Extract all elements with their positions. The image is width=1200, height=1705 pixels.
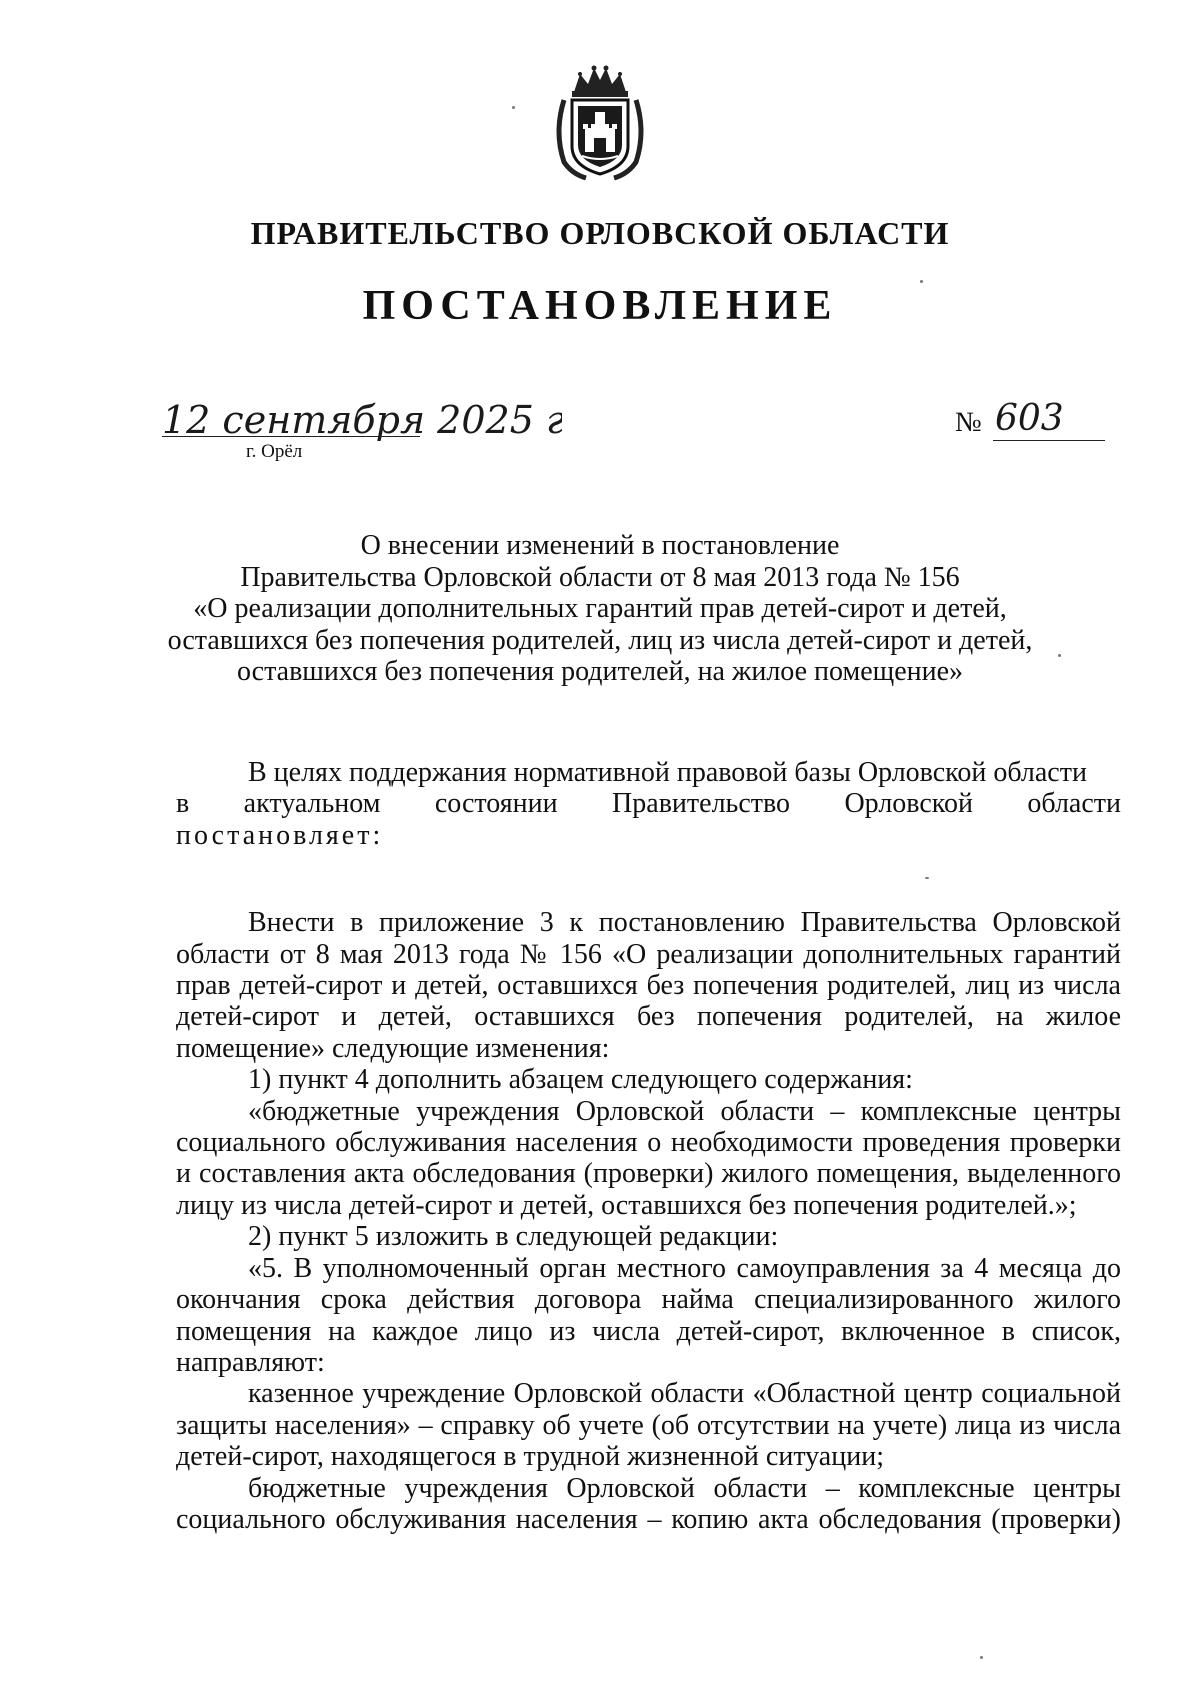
handwritten-date	[162, 385, 562, 455]
handwritten-date-text: 12 сентября 2025 г.	[162, 398, 562, 442]
item-1-heading: 1) пункт 4 дополнить абзацем следующего содержания:	[248, 1064, 913, 1096]
scan-speck	[512, 106, 515, 109]
subject-line: О внесении изменений в постановление	[360, 530, 840, 561]
decree-subject	[150, 530, 1050, 688]
item-2-subparagraph: казенное учреждение Орловской области «Областной центр социальной защиты населения» – справку об учете (об отсутствии на учете) лица из числа детей-сирот, находящегося в трудной жизненной ситуации;	[176, 1378, 1121, 1473]
decree-word: постановляет:	[176, 819, 384, 851]
paragraph-intro: Внести в приложение 3 к постановлению Правительства Орловской области от 8 мая 2013 года № 156 «О реализации дополнительных гарантий прав детей-сирот и детей, оставшихся без попечения родителей, лиц из числа детей-сирот и детей, оставшихся без попечения родителей, на жилое помещение» следующие изменения:	[176, 907, 1121, 1064]
decree-body	[176, 757, 1121, 1535]
subject-line: «О реализации дополнительных гарантий прав детей-сирот и детей,	[193, 593, 1007, 624]
subject-line: оставшихся без попечения родителей, на жилое помещение»	[236, 656, 964, 687]
preamble-line: в актуальном состоянии Правительство Орловской области	[176, 788, 1121, 820]
preamble-line: В целях поддержания нормативной правовой базы Орловской области	[248, 757, 1087, 788]
scan-speck	[1058, 654, 1061, 657]
subject-line: Правительства Орловской области от 8 мая 2013 года № 156	[240, 561, 960, 593]
item-2-heading: 2) пункт 5 изложить в следующей редакции:	[248, 1221, 779, 1253]
subject-line: оставшихся без попечения родителей, лиц из числа детей-сирот и детей,	[167, 624, 1033, 656]
date-underline	[162, 436, 420, 437]
number-underline	[993, 440, 1105, 441]
item-1-text: «бюджетные учреждения Орловской области – комплексные центры социального обслуживания населения о необходимости проведения проверки и составления акта обследования (проверки) жилого помещения, выделенного лицу из числа детей-сирот и детей, оставшихся без попечения родителей.»;	[176, 1095, 1121, 1221]
city-label: г. Орёл	[246, 441, 303, 462]
handwritten-number: 603	[995, 398, 1064, 439]
organization-title: ПРАВИТЕЛЬСТВО ОРЛОВСКОЙ ОБЛАСТИ	[250, 215, 950, 251]
scan-speck	[920, 280, 923, 283]
document-type-title: ПОСТАНОВЛЕНИЕ	[362, 283, 838, 329]
scan-speck	[980, 1656, 983, 1659]
number-sign: №	[955, 407, 982, 438]
item-2-text: «5. В уполномоченный орган местного самоуправления за 4 месяца до окончания срока действия договора найма специализированного жилого помещения на каждое лицо из числа детей-сирот, включенное в список, направляют:	[176, 1252, 1121, 1378]
scan-speck	[925, 877, 929, 879]
item-2-subparagraph: бюджетные учреждения Орловской области – комплексные центры социального обслуживания населения – копию акта обследования (проверки)	[176, 1472, 1121, 1535]
coat-of-arms-icon	[552, 62, 648, 182]
